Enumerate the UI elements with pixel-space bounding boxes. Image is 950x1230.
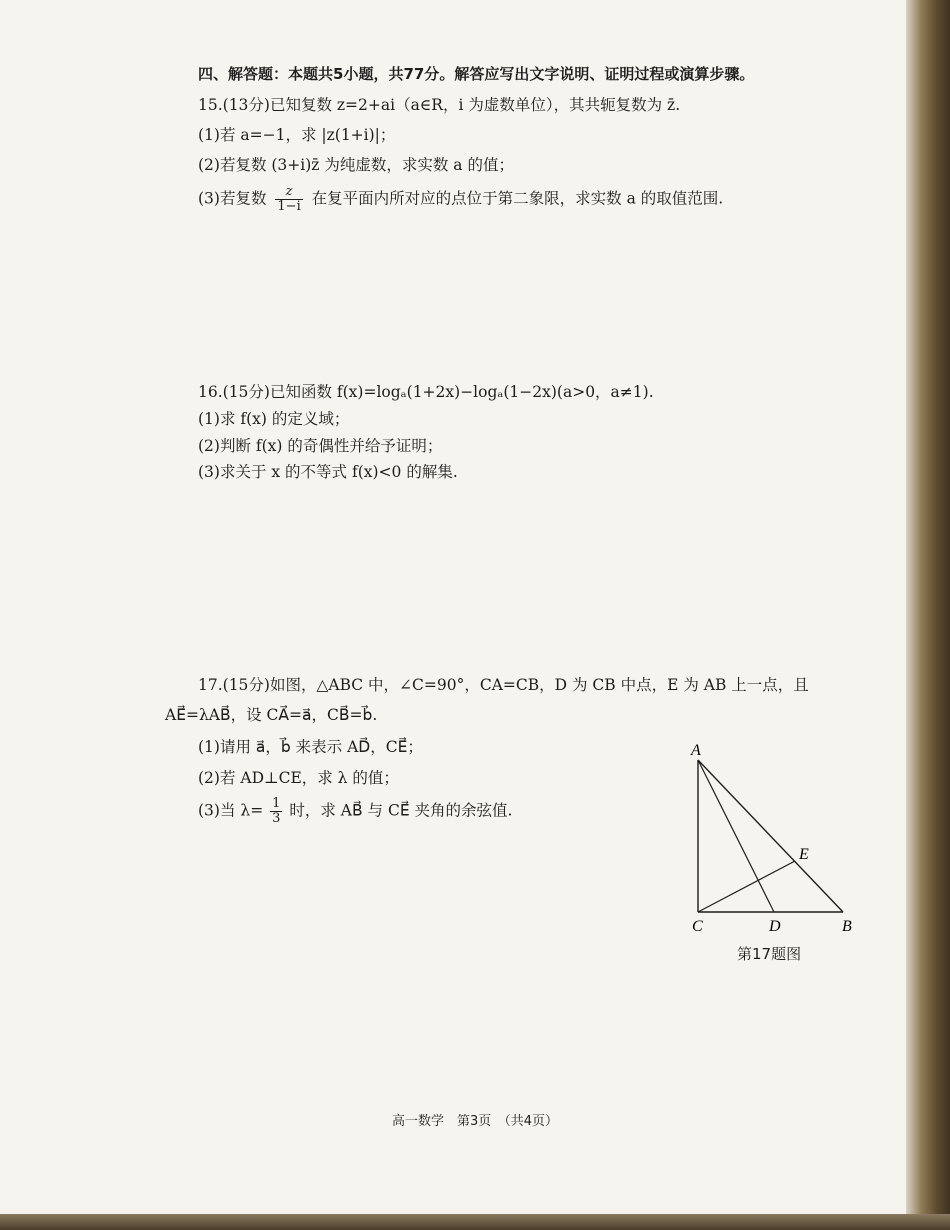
label-a: A (691, 742, 701, 759)
label-b: B (842, 918, 852, 935)
q16-part3: (3)求关于 x 的不等式 f(x)<0 的解集. (198, 463, 458, 481)
q17-fraction (270, 797, 282, 826)
q15-part3 (198, 185, 723, 225)
page-edge-bottom (0, 1214, 950, 1230)
segment-ad (698, 760, 774, 912)
q16-part1: (1)求 f(x) 的定义域； (198, 410, 350, 428)
q15-part2: (2)若复数 (3+i)z̄ 为纯虚数，求实数 a 的值； (198, 156, 514, 174)
segment-ce (698, 861, 795, 912)
label-e: E (799, 846, 809, 863)
q17-stem-line1: 17.(15分)如图，△ABC 中，∠C=90°，CA=CB，D 为 CB 中点，E 为 AB 上一点，且 (198, 676, 809, 694)
q15-stem: 15.(13分)已知复数 z=2+ai（a∈R，i 为虚数单位），其共轭复数为 z̄. (198, 96, 681, 114)
q15-fraction-numerator: z (275, 185, 302, 200)
q15-fraction-denominator: 1−i (277, 199, 301, 214)
figure-caption: 第17题图 (737, 945, 802, 963)
q15-fraction (275, 185, 302, 214)
segment-ab (698, 760, 843, 912)
triangle-figure (680, 735, 870, 935)
page-edge-right (906, 0, 950, 1230)
q15-part3-suffix: 在复平面内所对应的点位于第二象限，求实数 a 的取值范围. (311, 189, 724, 208)
q16-part2: (2)判断 f(x) 的奇偶性并给予证明； (198, 437, 443, 455)
label-c: C (692, 918, 703, 935)
q17-part3 (198, 797, 512, 841)
q17-fraction-denominator: 3 (272, 811, 281, 826)
q17-stem-line2: AE⃗=λAB⃗，设 CA⃗=a⃗，CB⃗=b⃗. (165, 706, 378, 724)
q17-fraction-numerator: 1 (272, 796, 281, 811)
q16-stem: 16.(15分)已知函数 f(x)=logₐ(1+2x)−logₐ(1−2x)(a>0，a≠1). (198, 383, 654, 401)
q15-part1: (1)若 a=−1，求 |z(1+i)|； (198, 126, 396, 144)
q17-part1: (1)请用 a⃗，b⃗ 来表示 AD⃗，CE⃗； (198, 738, 423, 756)
label-d: D (769, 918, 781, 935)
page-footer: 高一数学 第3页 （共4页） (391, 1114, 559, 1129)
q17-part3-prefix: (3)当 λ= (198, 801, 264, 820)
q17-part2: (2)若 AD⊥CE，求 λ 的值； (198, 769, 399, 787)
q17-part3-suffix: 时，求 AB⃗ 与 CE⃗ 夹角的余弦值. (289, 801, 513, 820)
section-header: 四、解答题：本题共5小题，共77分。解答应写出文字说明、证明过程或演算步骤。 (198, 65, 755, 83)
q15-part3-prefix: (3)若复数 (198, 189, 267, 208)
